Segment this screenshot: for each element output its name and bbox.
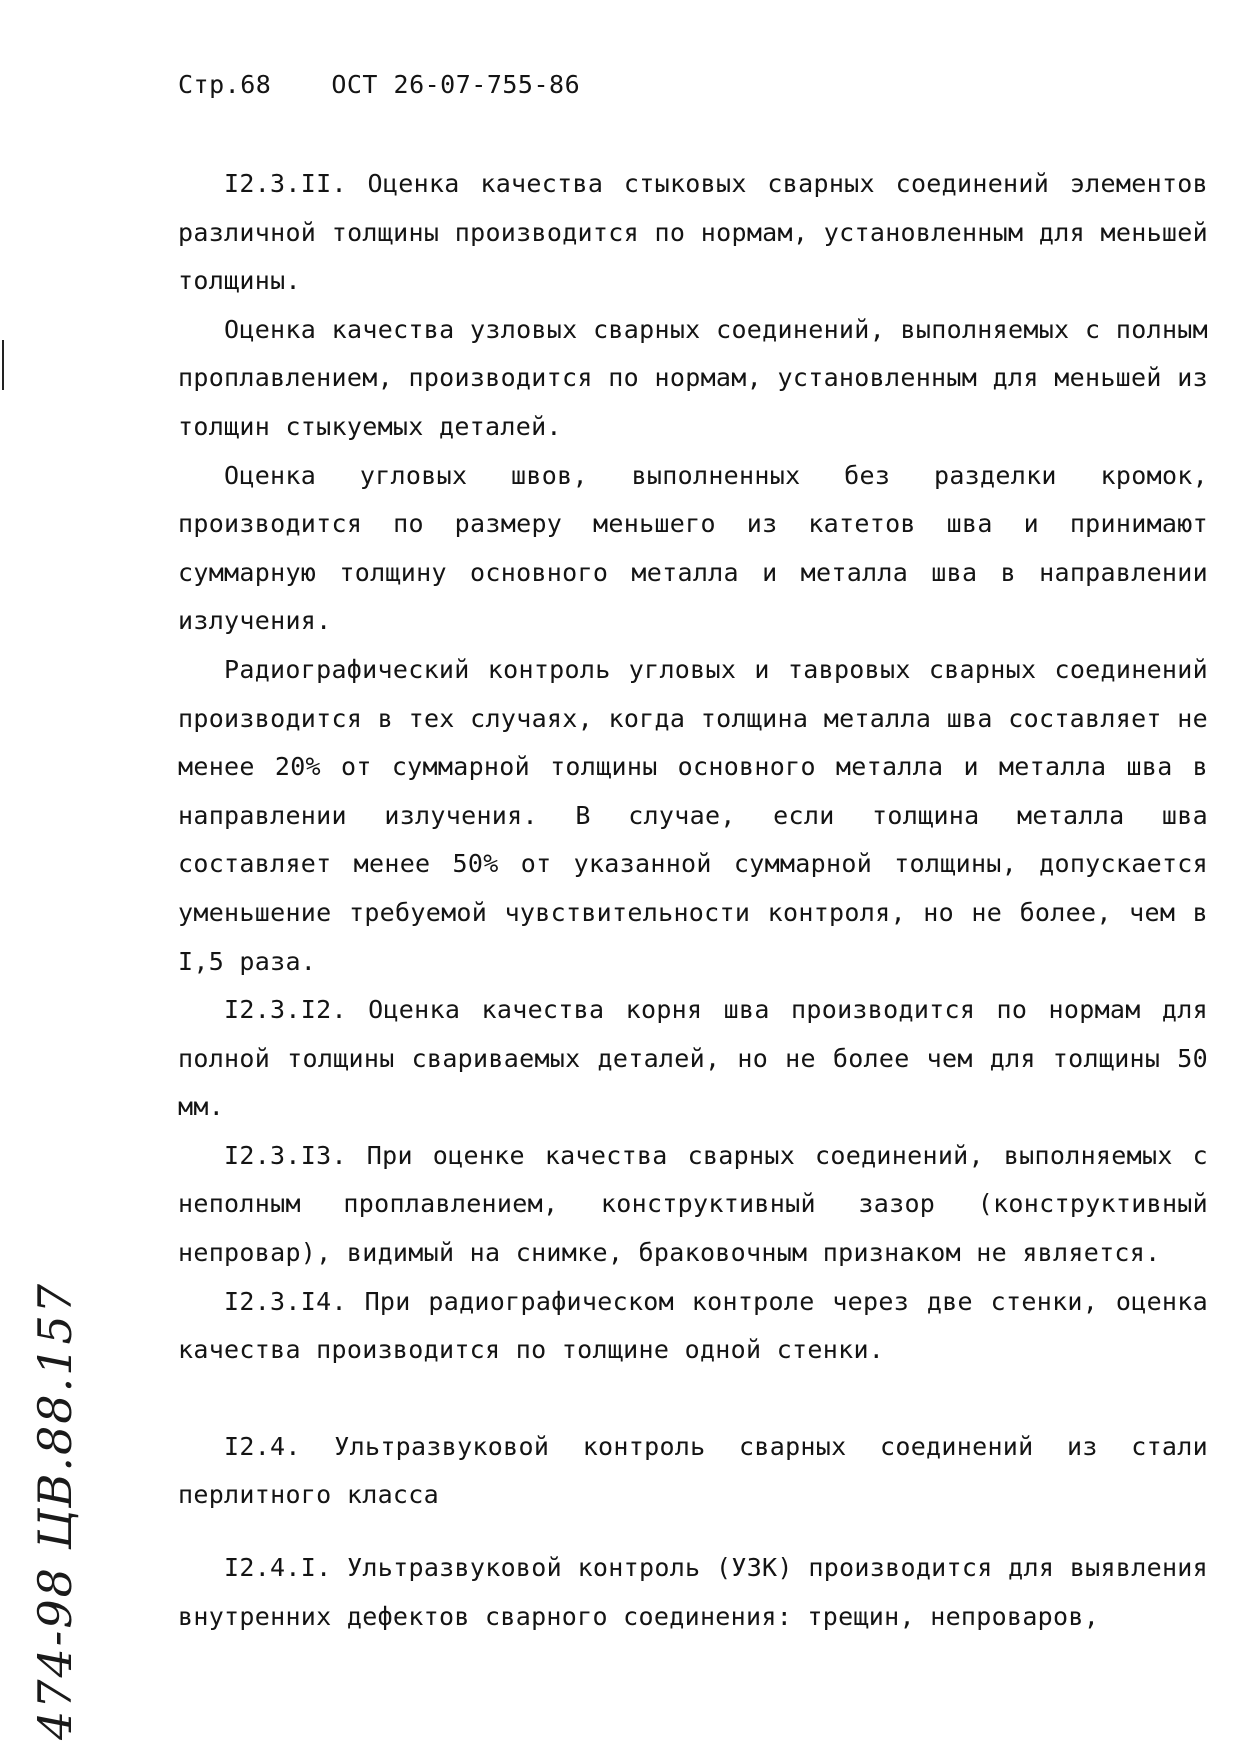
section-heading-12-4: I2.4. Ультразвуковой контроль сварных соединений из стали перлитного класса [178,1431,1208,1510]
document-code: ОСТ 26-07-755-86 [331,70,581,99]
paragraph-12-3-14: I2.3.I4. При радиографическом контроле через две стенки, оценка качества производится по толщине одной стенки. [178,1286,1208,1365]
paragraph-fillet-welds: Оценка угловых швов, выполненных без разделки кромок, производится по размеру меньшего из катетов шва и принимают суммарную толщину основного металла и металла шва в направлении излучения. [178,460,1208,636]
binding-mark [2,340,4,390]
handwritten-margin-note: 474-98 ЦВ.88.157 [28,1282,82,1740]
paragraph-12-3-11: I2.3.II. Оценка качества стыковых сварных соединений элементов различной толщины производится по нормам, установленным для меньшей толщины. [178,169,1208,296]
paragraph-12-3-12: I2.3.I2. Оценка качества корня шва производится по нормам для полной толщины свариваемых деталей, но не более чем для толщины 50 мм. [178,995,1208,1122]
body-text [178,160,1208,1641]
paragraph-radiographic-control: Радиографический контроль угловых и тавровых сварных соединений производится в тех случаях, когда толщина металла шва составляет не менее 20% от суммарной толщины основного металла и металла шва в направлении излучения. В случае, если толщина металла шва составляет менее 50% от указанной суммарной толщины, допускается уменьшение требуемой чувствительности контроля, но не более, чем в I,5 раза. [178,654,1208,976]
paragraph-nodal-joints: Оценка качества узловых сварных соединений, выполняемых с полным проплавлением, производится по нормам, установленным для меньшей из толщин стыкуемых деталей. [178,314,1208,441]
page-number: Стр.68 [178,70,272,99]
page-header [178,70,580,99]
paragraph-12-3-13: I2.3.I3. При оценке качества сварных соединений, выполняемых с неполным проплавлением, конструктивный зазор (конструктивный непровар), видимый на снимке, браковочным признаком не является. [178,1140,1208,1268]
paragraph-12-4-1: I2.4.I. Ультразвуковой контроль (УЗК) производится для выявления внутренних дефектов сварного соединения: трещин, непроваров, [178,1553,1208,1631]
